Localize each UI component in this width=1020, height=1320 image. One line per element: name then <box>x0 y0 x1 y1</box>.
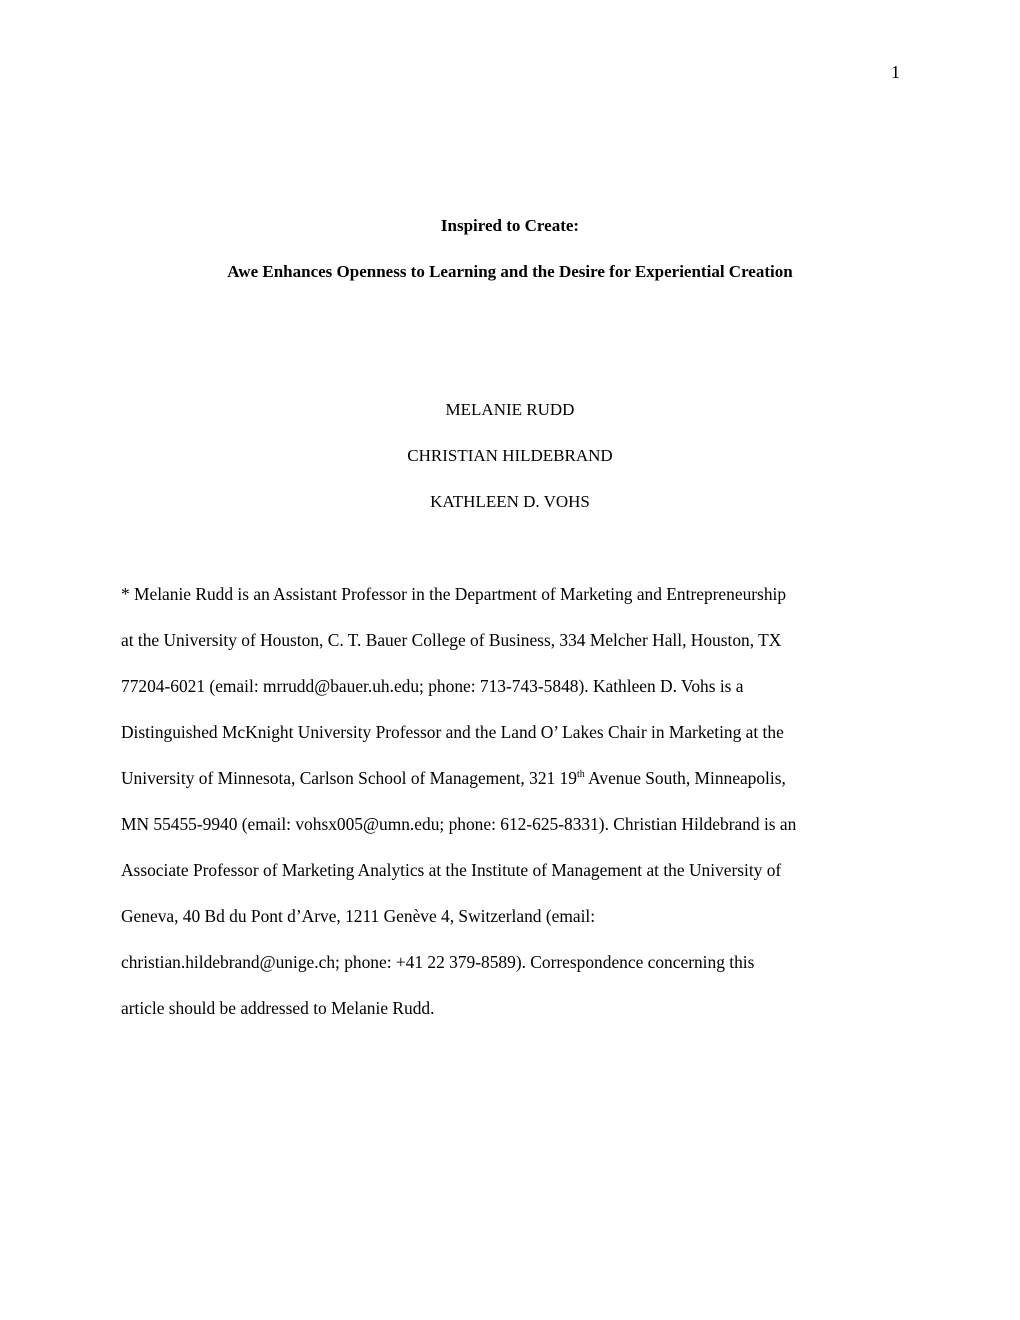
author-name: KATHLEEN D. VOHS <box>430 492 590 511</box>
author-note-line <box>121 768 911 788</box>
ordinal-suffix: th <box>576 769 585 780</box>
author-note-line: Associate Professor of Marketing Analytics at the Institute of Management at the University of <box>121 860 782 880</box>
paper-subtitle: Awe Enhances Openness to Learning and the Desire for Experiential Creation <box>227 262 793 281</box>
author-note-text: University of Minnesota, Carlson School of Management, 321 19 <box>121 768 577 788</box>
page-number: 1 <box>891 62 900 82</box>
author-note-text: Avenue South, Minneapolis, <box>584 768 786 788</box>
author-note-line: Distinguished McKnight University Professor and the Land O’ Lakes Chair in Marketing at the <box>121 722 784 742</box>
author-note-line: MN 55455-9940 (email: vohsx005@umn.edu; phone: 612-625-8331). Christian Hildebrand is an <box>121 814 797 834</box>
author-note-line: Geneva, 40 Bd du Pont d’Arve, 1211 Genève 4, Switzerland (email: <box>121 906 596 926</box>
author-note-line: christian.hildebrand@unige.ch; phone: +41 22 379-8589). Correspondence concerning this <box>121 952 755 972</box>
author-note-line: 77204-6021 (email: mrrudd@bauer.uh.edu; phone: 713-743-5848). Kathleen D. Vohs is a <box>121 676 744 696</box>
author-note-line: at the University of Houston, C. T. Bauer College of Business, 334 Melcher Hall, Houston, TX <box>121 630 782 650</box>
author-name: CHRISTIAN HILDEBRAND <box>407 446 613 465</box>
author-note-line: * Melanie Rudd is an Assistant Professor in the Department of Marketing and Entrepreneurship <box>121 584 787 604</box>
author-note-line: article should be addressed to Melanie Rudd. <box>121 998 435 1018</box>
paper-title: Inspired to Create: <box>440 216 580 235</box>
author-name: MELANIE RUDD <box>445 400 575 419</box>
